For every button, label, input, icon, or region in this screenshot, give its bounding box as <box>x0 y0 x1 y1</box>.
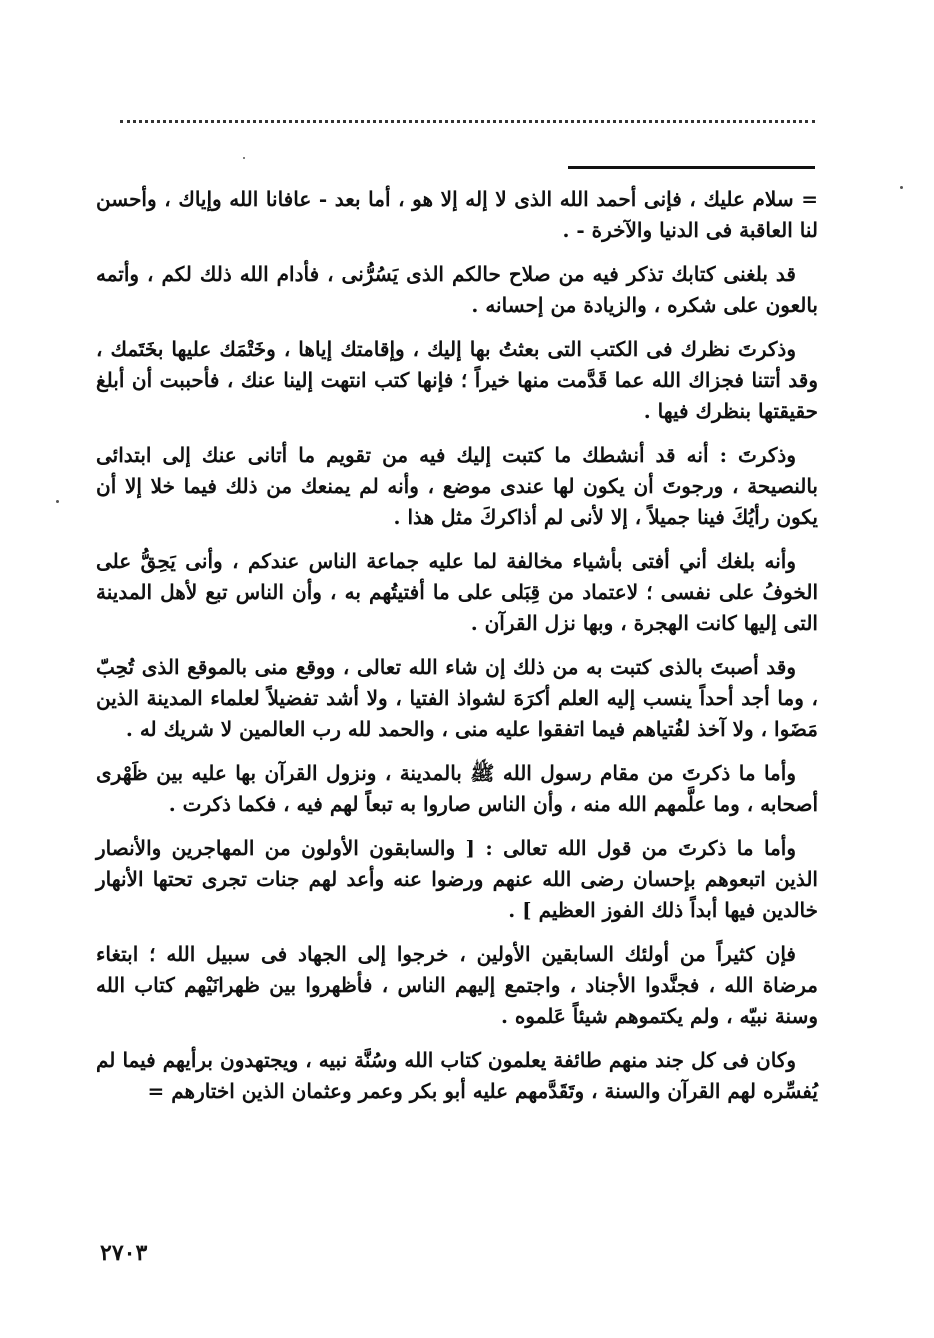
paragraph: وأما ما ذكرتَ من مقام رسول الله ﷺ بالمدينة ، ونزول القرآن بها عليه بين ظَهْرى أصحابه ، وما علَّمهم الله منه ، وأن الناس صاروا به تبعاً لهم فيه ، فكما ذكرت . <box>96 761 818 816</box>
paragraph: وأما ما ذكرتَ من قول الله تعالى : [ والسابقون الأولون من المهاجرين والأنصار الذين اتبعوهم بإحسان رضى الله عنهم ورضوا عنه وأعد لهم جنات تجرى تحتها الأنهار خالدين فيها أبداً ذلك الفوز العظيم ] . <box>96 836 818 922</box>
paragraph: = سلام عليك ، فإنى أحمد الله الذى لا إله إلا هو ، أما بعد - عافانا الله وإياك ، وأحسن لنا العاقبة فى الدنيا والآخرة - . <box>96 187 818 242</box>
page-body <box>96 184 818 1120</box>
paragraph: وقد أصبتَ بالذى كتبت به من ذلك إن شاء الله تعالى ، ووقع منى بالموقع الذى تُحِبّ ، وما أجد أحداً ينسب إليه العلم أكرَهَ لشواذ الفتيا ، ولا أشد تفضيلاً لعلماء المدينة الذين مَضَوا ، ولا آخذ لفُتياهم فيما اتفقوا عليه منى ، والحمد لله رب العالمين لا شريك له . <box>96 655 818 741</box>
page-number: ٢٧٠٣ <box>100 1240 148 1266</box>
paragraph: فإن كثيراً من أولئك السابقين الأولين ، خرجوا إلى الجهاد فى سبيل الله ؛ ابتغاء مرضاة الله ، فجنَّدوا الأجناد ، واجتمع إليهم الناس ، فأظهروا بين ظهرانَيْهم كتاب الله وسنة نبيّه ، ولم يكتموهم شيئاً عَلموه . <box>96 942 818 1028</box>
paragraph: وذكرتَ نظرك فى الكتب التى بعثتُ بها إليك ، وإقامتك إياها ، وخَتْمَك عليها بخَتَمك ، وقد أتتنا فجزاك الله عما قَدَّمت منها خيراً ؛ فإنها كتب انتهت إلينا عنك ، فأحببت أن أبلغ حقيقتها بنظرك فيها . <box>96 337 818 423</box>
paragraph: وكان فى كل جند منهم طائفة يعلمون كتاب الله وسُنَّة نبيه ، ويجتهدون برأيهم فيما لم يُفسِّره لهم القرآن والسنة ، وتَقَدَّمهم عليه أبو بكر وعمر وعثمان الذين اختارهم = <box>96 1048 818 1103</box>
paragraph: وأنه بلغك أني أفتى بأشياء مخالفة لما عليه جماعة الناس عندكم ، وأنى يَحِقُّ على الخوفُ على نفسى ؛ لاعتماد من قِبَلى على ما أفتيتُهم به ، وأن الناس تبع لأهل المدينة التى إليها كانت الهجرة ، وبها نزل القرآن . <box>96 549 818 635</box>
footnote-dotted-separator <box>120 120 815 135</box>
paragraph: وذكرتَ : أنه قد أنشطك ما كتبت إليك فيه من تقويم ما أتانى عنك إلى ابتدائى بالنصيحة ، ورجوتَ أن يكون لها عندى موضع ، وأنه لم يمنعك من ذلك فيما خلا إلا أن يكون رأيُكَ فينا جميلاً ، إلا لأنى لم أذاكركَ مثل هذا . <box>96 443 818 529</box>
paragraph: قد بلغنى كتابك تذكر فيه من صلاح حالكم الذى يَسُرُّنى ، فأدام الله ذلك لكم ، وأتمه بالعون على شكره ، والزيادة من إحسانه . <box>96 262 818 317</box>
scan-speck <box>243 157 245 159</box>
scan-speck <box>56 500 59 503</box>
scan-speck <box>900 186 903 189</box>
footnote-rule <box>568 166 815 169</box>
